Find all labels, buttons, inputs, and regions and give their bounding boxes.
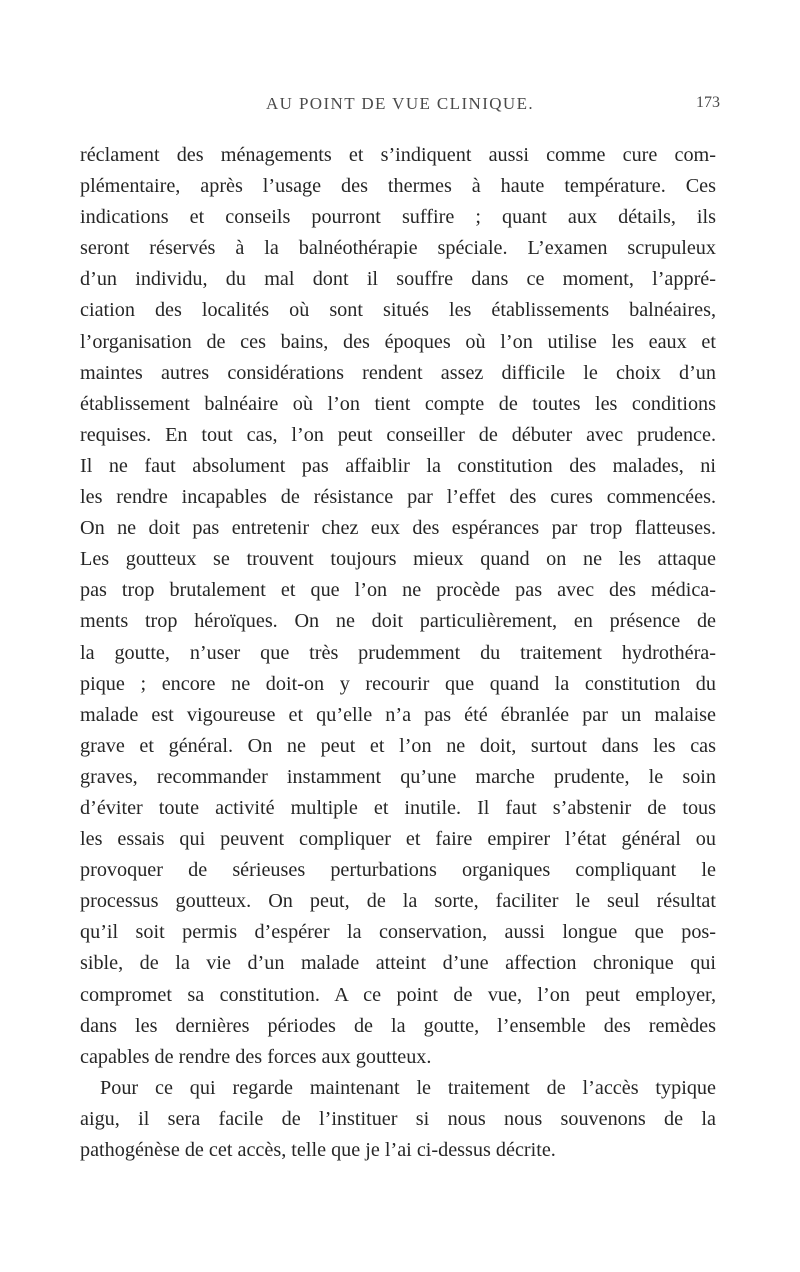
- text-line: pathogénèse de cet accès, telle que je l’ai ci-dessus décrite.: [80, 1139, 556, 1161]
- text-line: établissement balnéaire où l’on tient compte de toutes les conditions: [80, 392, 716, 415]
- text-line: maintes autres considérations rendent assez difficile le choix d’un: [80, 361, 716, 384]
- text-line: processus goutteux. On peut, de la sorte, faciliter le seul résultat: [80, 890, 716, 913]
- text-line: pas trop brutalement et que l’on ne procède pas avec des médica-: [80, 579, 716, 602]
- text-line: Les goutteux se trouvent toujours mieux quand on ne les attaque: [80, 548, 716, 571]
- text-line: malade est vigoureuse et qu’elle n’a pas été ébranlée par un malaise: [80, 703, 716, 726]
- text-line: requises. En tout cas, l’on peut conseiller de débuter avec prudence.: [80, 423, 716, 446]
- text-line: plémentaire, après l’usage des thermes à haute température. Ces: [80, 175, 716, 198]
- text-line: grave et général. On ne peut et l’on ne doit, surtout dans les cas: [80, 734, 716, 757]
- text-line: la goutte, n’user que très prudemment du traitement hydrothéra-: [80, 641, 716, 664]
- paragraph: [80, 140, 716, 1073]
- text-line: réclament des ménagements et s’indiquent aussi comme cure com-: [80, 144, 716, 166]
- text-line: graves, recommander instamment qu’une marche prudente, le soin: [80, 765, 716, 788]
- text-line: capables de rendre des forces aux goutteux.: [80, 1045, 432, 1068]
- text-line: seront réservés à la balnéothérapie spéciale. L’examen scrupuleux: [80, 237, 716, 260]
- text-line: On ne doit pas entretenir chez eux des espérances par trop flatteuses.: [80, 517, 716, 540]
- text-line: pique ; encore ne doit-on y recourir que quand la constitution du: [80, 672, 716, 695]
- paragraph: [80, 1073, 716, 1166]
- text-line: compromet sa constitution. A ce point de vue, l’on peut employer,: [80, 983, 716, 1006]
- text-line: ciation des localités où sont situés les établissements balnéaires,: [80, 299, 716, 322]
- text-line: aigu, il sera facile de l’instituer si nous nous souvenons de la: [80, 1107, 716, 1130]
- text-line: sible, de la vie d’un malade atteint d’une affection chronique qui: [80, 952, 716, 975]
- text-line: dans les dernières périodes de la goutte, l’ensemble des remèdes: [80, 1014, 716, 1037]
- running-head: [80, 94, 720, 124]
- text-line: les essais qui peuvent compliquer et faire empirer l’état général ou: [80, 828, 716, 851]
- text-line: d’un individu, du mal dont il souffre dans ce moment, l’appré-: [80, 268, 716, 291]
- text-line: Pour ce qui regarde maintenant le traitement de l’accès typique: [100, 1076, 716, 1099]
- text-line: d’éviter toute activité multiple et inutile. Il faut s’abstenir de tous: [80, 796, 716, 819]
- page-number: 173: [696, 94, 720, 111]
- text-line: indications et conseils pourront suffire ; quant aux détails, ils: [80, 206, 716, 229]
- text-line: Il ne faut absolument pas affaiblir la constitution des malades, ni: [80, 454, 716, 477]
- text-line: ments trop héroïques. On ne doit particulièrement, en présence de: [80, 610, 716, 633]
- text-line: l’organisation de ces bains, des époques où l’on utilise les eaux et: [80, 330, 716, 353]
- text-line: provoquer de sérieuses perturbations organiques compliquant le: [80, 859, 716, 882]
- text-line: qu’il soit permis d’espérer la conservation, aussi longue que pos-: [80, 921, 716, 944]
- text-line: les rendre incapables de résistance par l’effet des cures commencées.: [80, 486, 716, 509]
- running-title: AU POINT DE VUE CLINIQUE.: [265, 94, 535, 113]
- body-text: [80, 140, 716, 1166]
